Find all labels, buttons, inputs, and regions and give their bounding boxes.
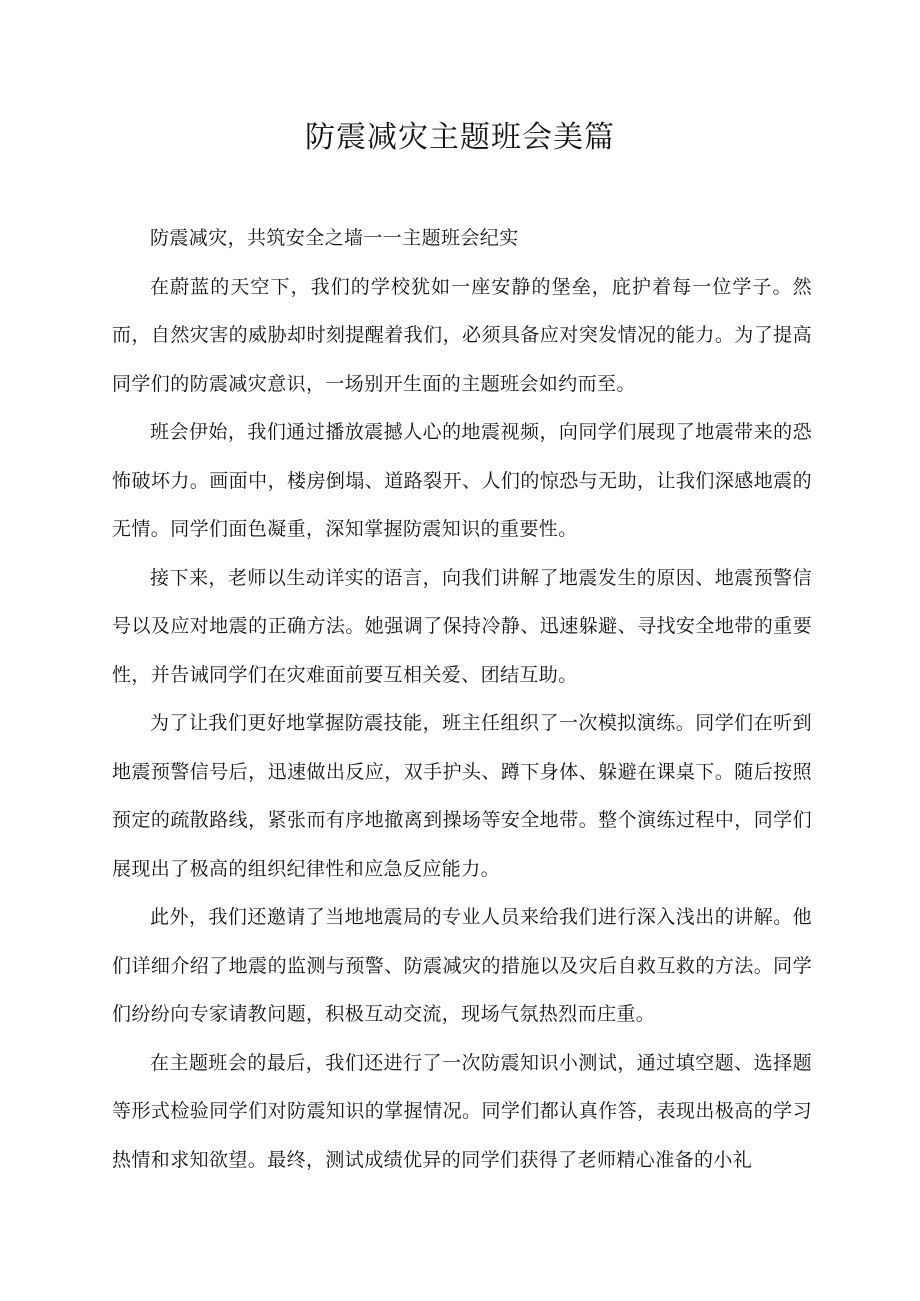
paragraph-lecture: 接下来，老师以生动详实的语言，向我们讲解了地震发生的原因、地震预警信号以及应对地震的正确方法。她强调了保持冷静、迅速躲避、寻找安全地带的重要性，并告诫同学们在灾难面前要互相关爱、团结互助。: [112, 566, 812, 686]
paragraph-video: 班会伊始，我们通过播放震撼人心的地震视频，向同学们展现了地震带来的恐怖破坏力。画面中，楼房倒塌、道路裂开、人们的惊恐与无助，让我们深感地震的无情。同学们面色凝重，深知掌握防震知识的重要性。: [112, 421, 812, 540]
subtitle-paragraph: 防震减灾，共筑安全之墙一一主题班会纪实: [150, 227, 519, 249]
paragraph-drill: 为了让我们更好地掌握防震技能，班主任组织了一次模拟演练。同学们在听到地震预警信号后，迅速做出反应，双手护头、蹲下身体、躲避在课桌下。随后按照预定的疏散路线，紧张而有序地撤离到操场等安全地带。整个演练过程中，同学们展现出了极高的组织纪律性和应急反应能力。: [112, 712, 812, 880]
paragraph-experts: 此外，我们还邀请了当地地震局的专业人员来给我们进行深入浅出的讲解。他们详细介绍了地震的监测与预警、防震减灾的措施以及灾后自救互救的方法。同学们纷纷向专家请教问题，积极互动交流，现场气氛热烈而庄重。: [112, 906, 812, 1025]
document-body: [112, 214, 812, 1184]
paragraph-intro: 在蔚蓝的天空下，我们的学校犹如一座安静的堡垒，庇护着每一位学子。然而，自然灾害的威胁却时刻提醒着我们，必须具备应对突发情况的能力。为了提高同学们的防震减灾意识，一场别开生面的主题班会如约而至。: [112, 275, 812, 395]
paragraph-quiz: 在主题班会的最后，我们还进行了一次防震知识小测试，通过填空题、选择题等形式检验同学们对防震知识的掌握情况。同学们都认真作答，表现出极高的学习热情和求知欲望。最终，测试成绩优异的同学们获得了老师精心准备的小礼: [112, 1051, 812, 1171]
document-title: 防震减灾主题班会美篇: [305, 120, 615, 155]
